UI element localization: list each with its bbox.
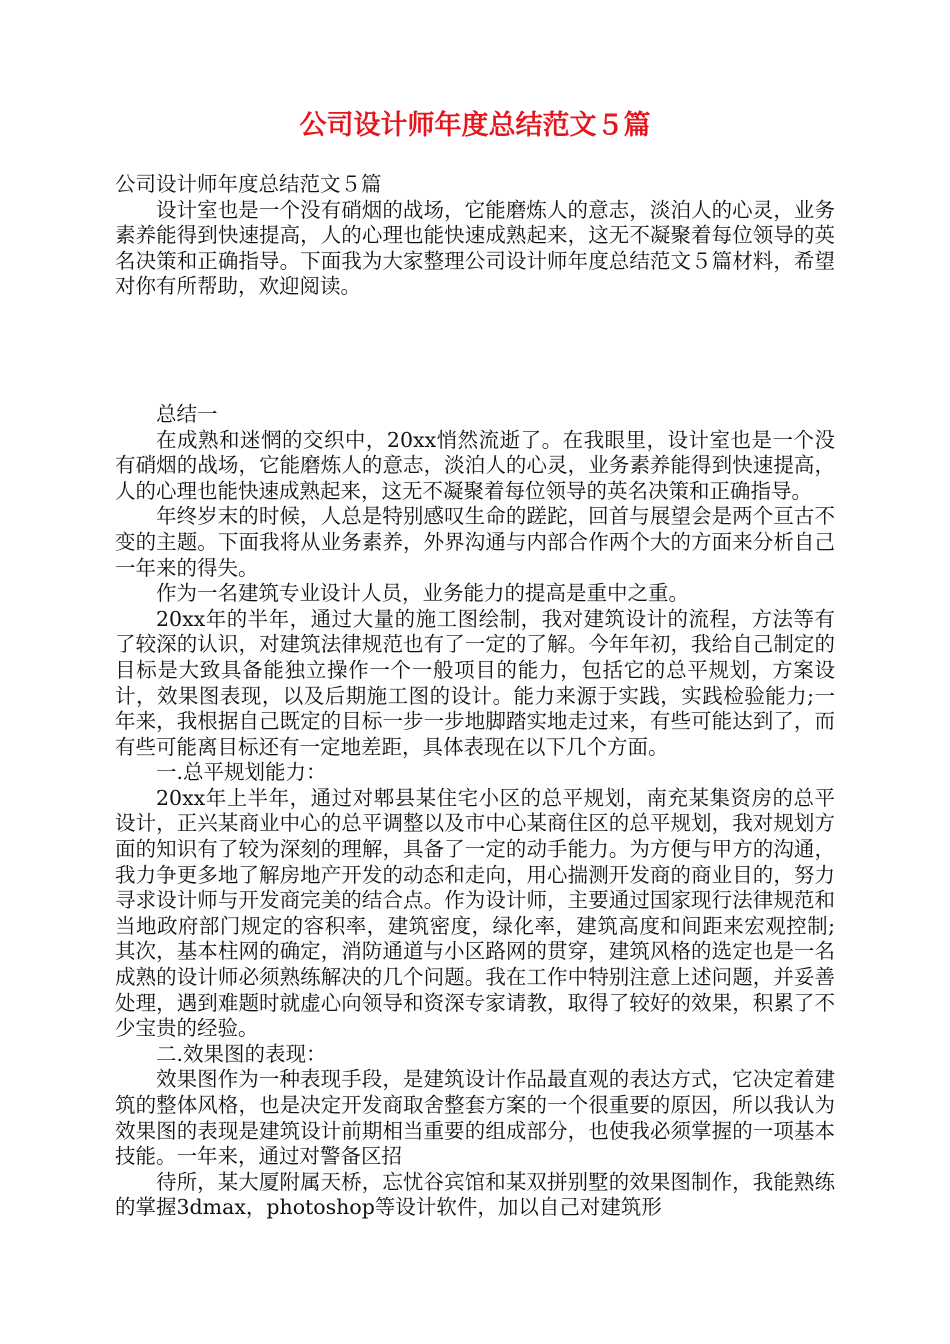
subheading-site-planning: 一.总平规划能力：: [156, 760, 327, 785]
document-subtitle: 公司设计师年度总结范文５篇: [115, 172, 382, 196]
body-paragraph: 20xx年的半年，通过大量的施工图绘制，我对建筑设计的流程，方法等有了较深的认识，对建筑法律规范也有了一定的了解。今年年初，我给自己制定的目标是大致具备能独立操作一个一般项目的能力，包括它的总平规划，方案设计，效果图表现，以及后期施工图的设计。能力来源于实践，实践检验能力;一年来，我根据自己既定的目标一步一步地脚踏实地走过来，有些可能达到了，而有些可能离目标还有一定地差距，具体表现在以下几个方面。: [115, 606, 835, 759]
body-paragraph: 年终岁末的时候，人总是特别感叹生命的蹉跎，回首与展望会是两个亘古不变的主题。下面我将从业务素养，外界沟通与内部合作两个大的方面来分析自己一年来的得失。: [115, 504, 835, 580]
body-paragraph: 20xx年上半年，通过对郫县某住宅小区的总平规划，南充某集资房的总平设计，正兴某商业中心的总平调整以及市中心某商住区的总平规划，我对规划方面的知识有了较为深刻的理解，具备了一定的动手能力。为方便与甲方的沟通，我力争更多地了解房地产开发的动态和走向，用心揣测开发商的商业目的，努力寻求设计师与开发商完美的结合点。作为设计师，主要通过国家现行法律规范和当地政府部门规定的容积率，建筑密度，绿化率，建筑高度和间距来宏观控制;其次，基本柱网的确定，消防通道与小区路网的贯穿，建筑风格的选定也是一名成熟的设计师必须熟练解决的几个问题。我在工作中特别注意上述问题，并妥善处理，遇到难题时就虚心向领导和资深专家请教，取得了较好的效果，积累了不少宝贵的经验。: [115, 785, 835, 1041]
body-paragraph: 作为一名建筑专业设计人员，业务能力的提高是重中之重。: [156, 581, 689, 606]
spacer: [115, 300, 835, 402]
body-paragraph: 在成熟和迷惘的交织中，20xx悄然流逝了。在我眼里，设计室也是一个没有硝烟的战场，它能磨炼人的意志，淡泊人的心灵，业务素养能得到快速提高，人的心理也能快速成熟起来，这无不凝聚着每位领导的英名决策和正确指导。: [115, 427, 835, 503]
body-paragraph: 效果图作为一种表现手段，是建筑设计作品最直观的表达方式，它决定着建筑的整体风格，也是决定开发商取舍整套方案的一个很重要的原因，所以我认为效果图的表现是建筑设计前期相当重要的组成部分，也使我必须掌握的一项基本技能。一年来，通过对警备区招: [115, 1067, 835, 1169]
section-heading-summary-one: 总结一: [156, 401, 218, 426]
subheading-rendering: 二.效果图的表现：: [156, 1041, 327, 1066]
intro-paragraph: 设计室也是一个没有硝烟的战场，它能磨炼人的意志，淡泊人的心灵，业务素养能得到快速提高，人的心理也能快速成熟起来，这无不凝聚着每位领导的英名决策和正确指导。下面我为大家整理公司设计师年度总结范文５篇材料，希望对你有所帮助，欢迎阅读。: [115, 197, 835, 299]
document-title: 公司设计师年度总结范文５篇: [299, 110, 651, 141]
document-body: [115, 172, 835, 1221]
body-paragraph: 待所，某大厦附属天桥，忘忧谷宾馆和某双拼别墅的效果图制作，我能熟练的掌握3dmax，photoshop等设计软件，加以自己对建筑形: [115, 1169, 835, 1220]
